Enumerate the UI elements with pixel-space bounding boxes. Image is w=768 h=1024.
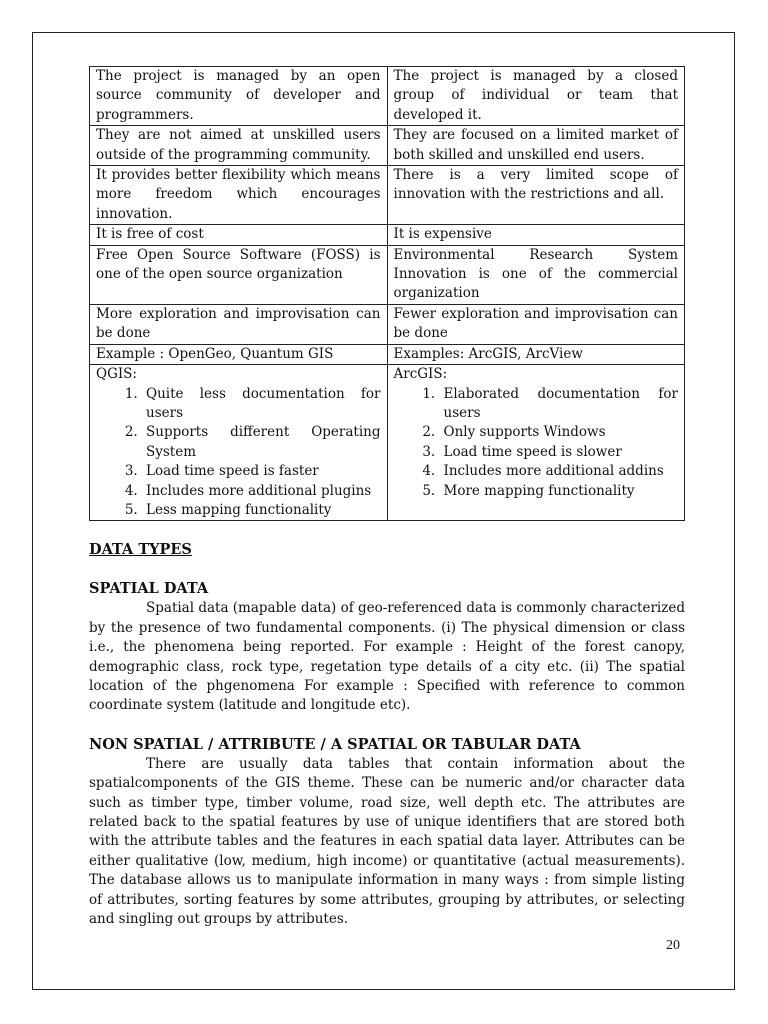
page-content — [89, 66, 685, 929]
table-row — [90, 225, 685, 245]
open-source-cell: It provides better flexibility which means more freedom which encourages innovation. — [90, 166, 388, 225]
open-source-cell: More exploration and improvisation can be done — [90, 304, 388, 344]
comparison-table — [89, 66, 685, 521]
open-source-cell: Example : OpenGeo, Quantum GIS — [90, 344, 388, 364]
arcgis-heading: ArcGIS: — [393, 366, 448, 383]
qgis-list — [96, 385, 381, 521]
spatial-data-paragraph: Spatial data (mapable data) of geo-referenced data is commonly characterized by the presence of two fundamental components. (i) The physical dimension or class i.e., the phenomena being reported. For example : Height of the forest canopy, demographic class, rock type, regetation type details of a city etc. (ii) The spatial location of the phgenomena For example : Specified with reference to common coordinate system (latitude and longitude etc). — [89, 600, 685, 714]
list-item: 4. Includes more additional addins — [440, 462, 679, 481]
list-item: 4. Includes more additional plugins — [142, 482, 381, 501]
non-spatial-data-paragraph: There are usually data tables that contain information about the spatialcomponents of the GIS theme. These can be numeric and/or character data such as timber type, timber volume, road size, well depth etc. The attributes are related back to the spatial features by use of unique identifiers that are stored both with the attribute tables and the features in each spatial data layer. Attributes can be either qualitative (low, medium, high income) or quantitative (actual measurements). The database allows us to manipulate information in many ways : from simple listing of attributes, sorting features by some attributes, grouping by attributes, or selecting and singling out groups by attributes. — [89, 755, 685, 928]
proprietary-cell: It is expensive — [387, 225, 685, 245]
list-item: 5. Less mapping functionality — [142, 501, 381, 520]
proprietary-cell: There is a very limited scope of innovation with the restrictions and all. — [387, 166, 685, 225]
page-number: 20 — [666, 938, 680, 953]
spatial-data-heading: SPATIAL DATA — [89, 580, 209, 598]
table-row — [90, 126, 685, 166]
list-item: 3. Load time speed is slower — [440, 443, 679, 462]
table-row — [90, 166, 685, 225]
table-row — [90, 344, 685, 364]
open-source-cell: The project is managed by an open source community of developer and programmers. — [90, 67, 388, 126]
non-spatial-data-heading: NON SPATIAL / ATTRIBUTE / A SPATIAL OR TABULAR DATA — [89, 735, 581, 753]
open-source-cell: Free Open Source Software (FOSS) is one of the open source organization — [90, 245, 388, 304]
proprietary-cell: Fewer exploration and improvisation can be done — [387, 304, 685, 344]
proprietary-cell: The project is managed by a closed group of individual or team that developed it. — [387, 67, 685, 126]
data-types-heading: DATA TYPES — [89, 541, 192, 559]
proprietary-cell: Examples: ArcGIS, ArcView — [387, 344, 685, 364]
qgis-heading: QGIS: — [96, 366, 137, 383]
qgis-cell — [90, 365, 388, 521]
list-item: 3. Load time speed is faster — [142, 462, 381, 481]
open-source-cell: It is free of cost — [90, 225, 388, 245]
list-item: 2. Supports different Operating System — [142, 423, 381, 462]
proprietary-cell: Environmental Research System Innovation is one of the commercial organization — [387, 245, 685, 304]
table-row — [90, 245, 685, 304]
arcgis-list — [394, 385, 679, 501]
list-item: 5. More mapping functionality — [440, 482, 679, 501]
table-row — [90, 365, 685, 521]
proprietary-cell: They are focused on a limited market of both skilled and unskilled end users. — [387, 126, 685, 166]
table-row — [90, 67, 685, 126]
arcgis-cell — [387, 365, 685, 521]
list-item: 2. Only supports Windows — [440, 423, 679, 442]
open-source-cell: They are not aimed at unskilled users outside of the programming community. — [90, 126, 388, 166]
table-row — [90, 304, 685, 344]
list-item: 1. Elaborated documentation for users — [440, 385, 679, 424]
list-item: 1. Quite less documentation for users — [142, 385, 381, 424]
